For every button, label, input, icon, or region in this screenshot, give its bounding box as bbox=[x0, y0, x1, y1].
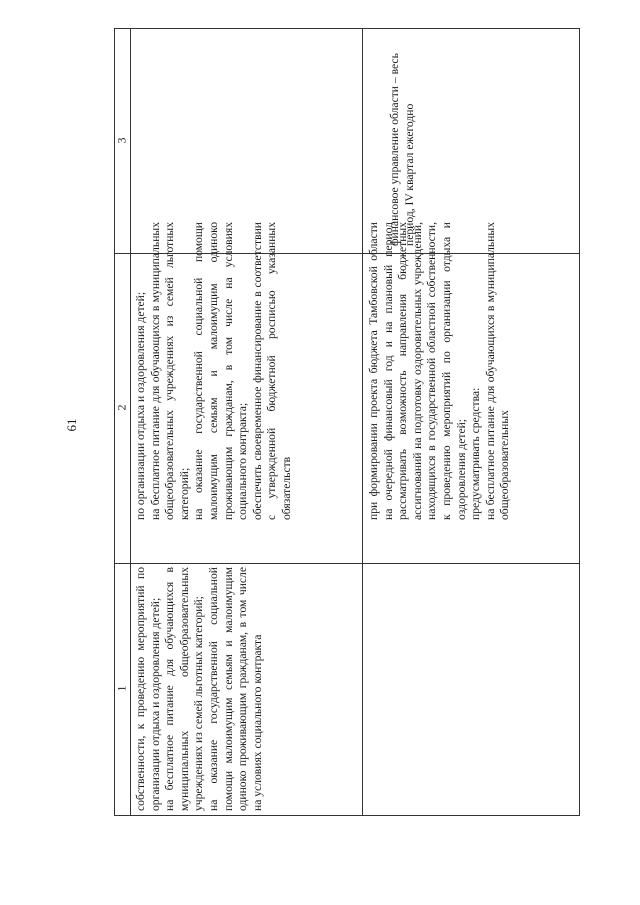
row1-col2-para: обеспечить своевременное финансирование в соответствии с утвержденной бюджетной росписью указанных обязательств bbox=[250, 222, 293, 520]
row2-col2-para: предусматривать средства: bbox=[469, 387, 483, 520]
table-border-row-divider bbox=[362, 28, 363, 816]
table-border-top bbox=[114, 28, 580, 29]
header-col1: 1 bbox=[114, 685, 129, 692]
header-col2: 2 bbox=[114, 404, 129, 411]
row1-col2-para: на бесплатное питание для обучающихся в муниципальных общеобразовательных учреждениях из семей льготных категорий; bbox=[148, 222, 191, 520]
row1-col2-cell bbox=[134, 222, 358, 520]
row2-col2-cell bbox=[367, 222, 577, 520]
row1-col2-para: на оказание государственной социальной помощи малоимущим семьям и малоимущим одиноко проживающим гражданам, в том числе на условиях социального контракта; bbox=[192, 222, 250, 520]
header-col3: 3 bbox=[114, 137, 129, 144]
row1-col1-para: на бесплатное питание для обучающихся в муниципальных общеобразовательных учреждениях из семей льготных категорий; bbox=[163, 567, 206, 811]
table-border-right bbox=[579, 28, 580, 816]
row1-col2-para: по организации отдыха и оздоровления детей; bbox=[134, 291, 147, 520]
row1-col1-para: на оказание государственной социальной помощи малоимущим семьям и малоимущим одиноко проживающим гражданам, в том числе на условиях социального контракта bbox=[206, 567, 264, 811]
row2-col2-para: при формировании проекта бюджета Тамбовской области на очередной финансовый год и на плановый период рассматривать возможность направления бюджетных ассигнований на подготовку оздоровительных учреждений, находящихся в государственной областной собственности, к проведению мероприятий по организации отдыха и оздоровления детей; bbox=[367, 222, 468, 520]
table-border-bottom bbox=[114, 815, 580, 816]
row1-col1-cell bbox=[134, 567, 358, 811]
page-number: 61 bbox=[64, 418, 79, 432]
row2-col2-para: на бесплатное питание для обучающихся в муниципальных общеобразовательных bbox=[483, 222, 512, 520]
row2-col3-cell bbox=[388, 36, 444, 246]
table-border-header bbox=[130, 28, 131, 816]
row1-col1-para: собственности, к проведению мероприятий по организации отдыха и оздоровления детей; bbox=[134, 567, 162, 811]
row2-col3-para: финансовое управление области – весь период, IV квартал ежегодно bbox=[388, 53, 416, 246]
table-border-col1-col2 bbox=[114, 563, 580, 564]
